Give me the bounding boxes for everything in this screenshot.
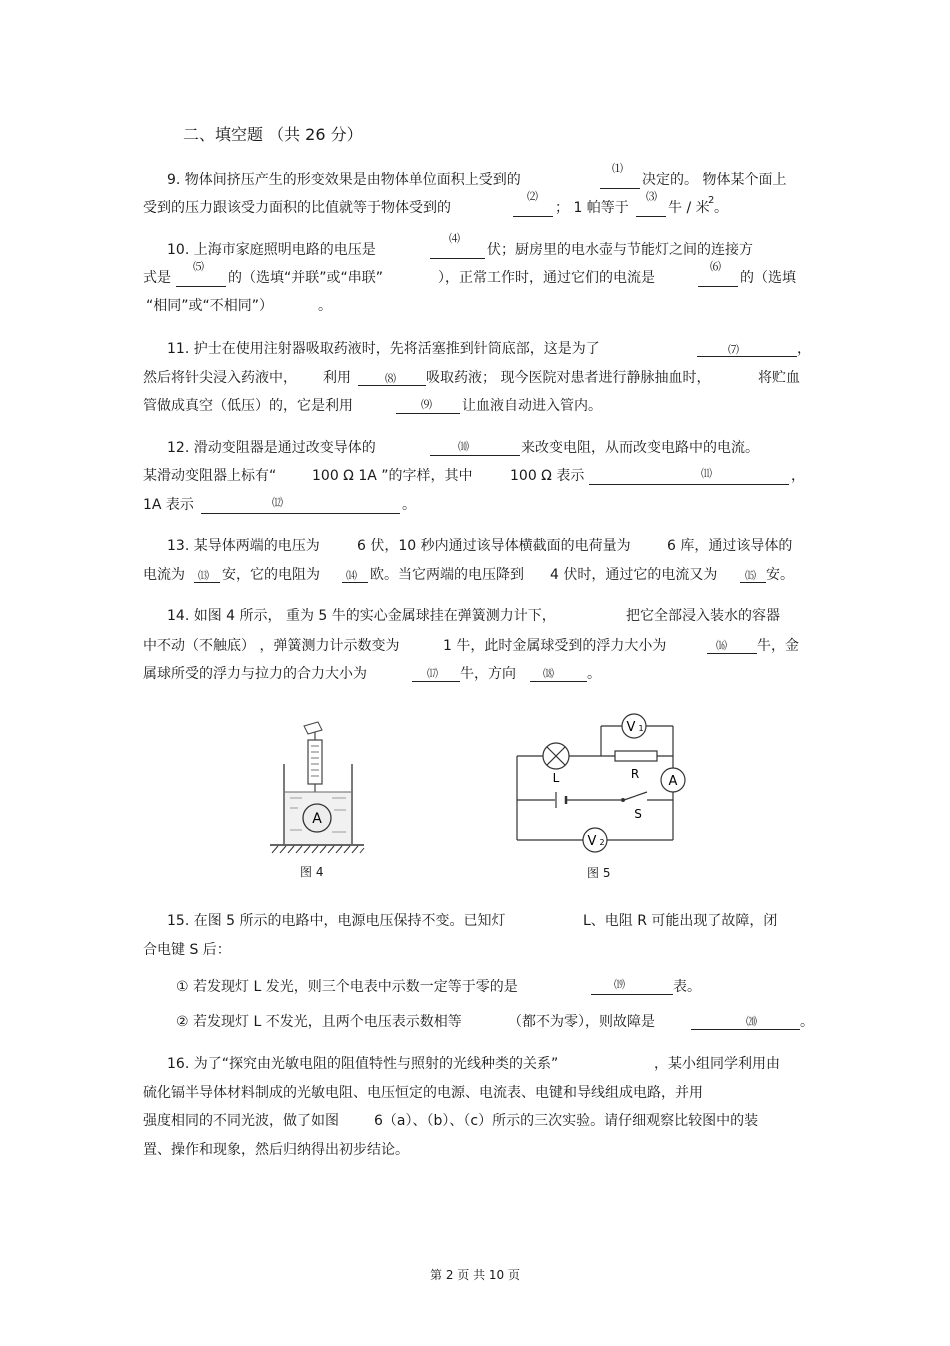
- blank-16-line: [707, 653, 757, 654]
- switch-label: S: [634, 807, 642, 821]
- blank-12: ⑿: [272, 496, 283, 509]
- q10-line1-end: 伏；厨房里的电水壶与节能灯之间的连接方: [487, 242, 753, 258]
- q12-line3-end: 。: [402, 497, 416, 513]
- blank-3-line: [636, 216, 666, 217]
- q13-line2: 电流为: [143, 567, 185, 583]
- q13-line1-end: 6 库，通过该导体的: [667, 538, 793, 554]
- blank-9: ⑼: [421, 398, 432, 411]
- q15-item2-mid: （都不为零），则故障是: [508, 1014, 655, 1030]
- section-title: 二、填空题 （共 26 分）: [183, 125, 363, 144]
- q15-item2-end: 。: [800, 1014, 814, 1030]
- v2-label: V: [587, 834, 597, 849]
- lamp-icon: [543, 743, 569, 769]
- q9-line2: 受到的压力跟该受力面积的比值就等于物体受到的: [143, 200, 451, 216]
- q12-line1: 12. 滑动变阻器是通过改变导体的: [167, 440, 376, 456]
- blank-4: ⑷: [449, 232, 460, 245]
- blank-17-line: [412, 681, 460, 682]
- q11-line2-mid: 利用: [323, 370, 351, 386]
- q15-line2: 合电键 S 后：: [143, 942, 231, 958]
- blank-1: ⑴: [612, 162, 623, 175]
- q16-line2: 硫化镉半导体材料制成的光敏电阻、电压恒定的电源、电流表、电键和导线组成电路，并用: [143, 1085, 703, 1101]
- blank-8-line: [358, 385, 426, 386]
- figure-4-caption: 图 4: [300, 865, 324, 879]
- blank-14-line: [342, 582, 368, 583]
- figure-5-circuit: [505, 708, 705, 858]
- q16-line3: 强度相同的不同光波，做了如图: [143, 1113, 339, 1129]
- q14-line3-mid: 牛，方向: [460, 666, 516, 682]
- blank-17: ⒄: [427, 667, 438, 680]
- q16-line1: 16. 为了“探究由光敏电阻的阻值特性与照射的光线种类的关系”: [167, 1056, 559, 1072]
- q9-period: 。: [714, 200, 728, 216]
- circuit-wires: [517, 726, 673, 840]
- q14-line2: 中不动（不触底） ，弹簧测力计示数变为: [143, 638, 400, 654]
- resistor-label: R: [630, 767, 640, 781]
- blank-14: ⒁: [346, 569, 357, 582]
- blank-2-line: [513, 216, 553, 217]
- blank-19-line: [591, 994, 673, 995]
- ground-hatch: [270, 845, 364, 853]
- blank-12-line: [201, 513, 400, 514]
- page-footer: 第 2 页 共 10 页: [430, 1268, 520, 1282]
- v1-subscript: 1: [638, 724, 644, 733]
- voltmeter-v2-icon: [583, 828, 607, 852]
- ammeter-icon: [661, 768, 685, 792]
- blank-9-line: [396, 413, 460, 414]
- blank-13: ⒀: [198, 569, 209, 582]
- q9-superscript: 2: [708, 195, 715, 206]
- blank-2: ⑵: [527, 190, 538, 203]
- q15-item1-end: 表。: [673, 979, 701, 995]
- blank-6-line: [698, 286, 738, 287]
- q12-line3: 1A 表示: [143, 497, 194, 513]
- q12-line1-end: 来改变电阻，从而改变电路中的电流。: [521, 440, 759, 456]
- q11-line1: 11. 护士在使用注射器吸取药液时，先将活塞推到针筒底部，这是为了: [167, 341, 600, 357]
- ball-label: A: [312, 811, 322, 827]
- blank-5: ⑸: [193, 260, 204, 273]
- blank-20: ⒇: [746, 1015, 757, 1028]
- q16-line3-end: 6（a）、（b）、（c）所示的三次实验。请仔细观察比较图中的装: [374, 1113, 759, 1129]
- q9-line1-end: 决定的。 物体某个面上: [642, 172, 787, 188]
- q13-line2-mid2: 欧。当它两端的电压降到: [370, 567, 524, 583]
- figure-4-diagram: [262, 718, 372, 858]
- q11-line3-end: 让血液自动进入管内。: [462, 398, 602, 414]
- blank-10: ⑽: [458, 440, 469, 453]
- q15-line1: 15. 在图 5 所示的电路中，电源电压保持不变。已知灯: [167, 913, 506, 929]
- blank-7-line: [697, 356, 797, 357]
- blank-13-line: [194, 582, 220, 583]
- q12-line2-end: ，: [791, 468, 805, 484]
- blank-1-line: [600, 188, 640, 189]
- v2-subscript: 2: [599, 838, 605, 847]
- blank-18: ⒅: [543, 667, 554, 680]
- q14-line2-end: 牛，金: [757, 638, 799, 654]
- q11-line3: 管做成真空（低压）的，它是利用: [143, 398, 353, 414]
- q14-line2-mid: 1 牛，此时金属球受到的浮力大小为: [443, 638, 667, 654]
- blank-11: ⑾: [701, 467, 712, 480]
- q11-line2-end: 将贮血: [758, 370, 800, 386]
- q14-line3: 属球所受的浮力与拉力的合力大小为: [143, 666, 367, 682]
- blank-10-line: [430, 455, 520, 456]
- blank-20-line: [691, 1029, 800, 1030]
- figure-5-caption: 图 5: [587, 866, 611, 880]
- v1-label: V: [626, 720, 636, 735]
- q9-line1: 9. 物体间挤压产生的形变效果是由物体单位面积上受到的: [167, 172, 521, 188]
- blank-15-line: [740, 582, 766, 583]
- q12-line2-mid: 100 Ω 1A ”的字样，其中: [312, 468, 473, 484]
- q10-line2-mid: 的（选填“并联”或“串联”: [228, 270, 384, 286]
- q9-line2-mid: ； 1 帕等于: [555, 200, 629, 216]
- q14-line1: 14. 如图 4 所示， 重为 5 牛的实心金属球挂在弹簧测力计下，: [167, 608, 556, 624]
- q13-line2-mid: 安，它的电阻为: [222, 567, 320, 583]
- ammeter-label: A: [668, 774, 678, 789]
- blank-6: ⑹: [710, 260, 721, 273]
- q10-line1: 10. 上海市家庭照明电路的电压是: [167, 242, 376, 258]
- q14-line1-end: 把它全部浸入装水的容器: [626, 608, 780, 624]
- q15-line1-end: L、电阻 R 可能出现了故障，闭: [583, 913, 778, 929]
- lamp-label: L: [552, 771, 560, 785]
- blank-5-line: [176, 286, 226, 287]
- blank-15: ⒂: [745, 569, 756, 582]
- q10-line2: 式是: [143, 270, 171, 286]
- blank-18-line: [530, 681, 587, 682]
- q10-line2-end: 的（选填: [740, 270, 796, 286]
- q13-line1: 13. 某导体两端的电压为: [167, 538, 320, 554]
- q10-line3-end: 。: [318, 298, 332, 314]
- blank-3: ⑶: [646, 190, 657, 203]
- blank-16: ⒃: [716, 639, 727, 652]
- resistor-icon: [615, 751, 657, 761]
- q14-line3-end: 。: [587, 666, 601, 682]
- q11-line2-mid2: 吸取药液； 现今医院对患者进行静脉抽血时，: [426, 370, 711, 386]
- voltmeter-v1-icon: [622, 714, 646, 738]
- blank-19: ⒆: [614, 978, 625, 991]
- q16-line4: 置、操作和现象，然后归纳得出初步结论。: [143, 1142, 409, 1158]
- battery-icon: [556, 792, 566, 808]
- q15-item2: ② 若发现灯 L 不发光，且两个电压表示数相等: [176, 1014, 462, 1030]
- q12-line2: 某滑动变阻器上标有“: [143, 468, 277, 484]
- blank-4-line: [430, 258, 485, 259]
- blank-7: ⑺: [728, 343, 739, 356]
- blank-11-line: [589, 484, 789, 485]
- q12-line2-mid2: 100 Ω 表示: [510, 468, 585, 484]
- blank-8: ⑻: [385, 372, 396, 385]
- q9-line2-end: 牛 / 米: [668, 200, 710, 216]
- q13-line2-end: 安。: [766, 567, 794, 583]
- q11-line2: 然后将针尖浸入药液中，: [143, 370, 297, 386]
- q13-line1-mid: 6 伏，10 秒内通过该导体横截面的电荷量为: [357, 538, 631, 554]
- q10-line3: “相同”或“不相同”）: [146, 298, 274, 314]
- switch-icon: [621, 792, 647, 802]
- q16-line1-end: ，某小组同学利用由: [654, 1056, 780, 1072]
- q10-line2-mid2: ），正常工作时，通过它们的电流是: [438, 270, 655, 286]
- q11-line1-end: ，: [797, 341, 811, 357]
- q13-line2-mid3: 4 伏时，通过它的电流又为: [550, 567, 718, 583]
- q15-item1: ① 若发现灯 L 发光，则三个电表中示数一定等于零的是: [176, 979, 518, 995]
